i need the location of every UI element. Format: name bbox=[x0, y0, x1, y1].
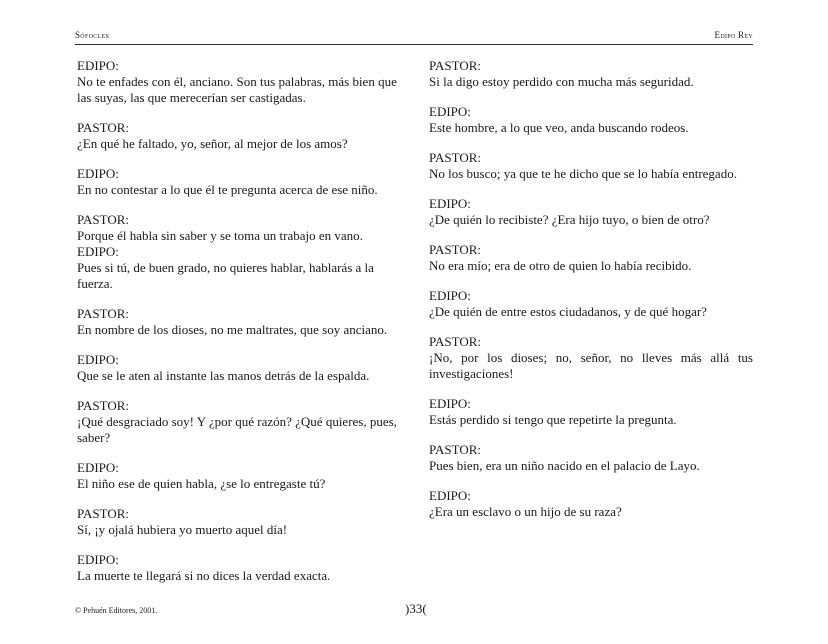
speaker-name: PASTOR: bbox=[429, 58, 482, 73]
header-author: Sófocles bbox=[75, 30, 110, 40]
speaker-name: EDIPO: bbox=[77, 166, 119, 181]
speech-text: Pues si tú, de buen grado, no quieres hablar, hablarás a la fuerza. bbox=[77, 260, 374, 291]
speaker-name: EDIPO: bbox=[77, 460, 119, 475]
speech-text: Pues bien, era un niño nacido en el palacio de Layo. bbox=[429, 458, 700, 473]
dialogue-entry bbox=[77, 552, 401, 584]
dialogue-entry bbox=[77, 244, 401, 292]
header-title: Edipo Rey bbox=[714, 30, 753, 40]
speech-text: El niño ese de quien habla, ¿se lo entregaste tú? bbox=[77, 476, 326, 491]
speech-text: ¡Qué desgraciado soy! Y ¿por qué razón? ¿Qué quieres, pues, saber? bbox=[77, 414, 397, 445]
dialogue-entry bbox=[77, 460, 401, 492]
dialogue-entry bbox=[77, 506, 401, 538]
speaker-name: PASTOR: bbox=[77, 212, 130, 227]
dialogue-entry bbox=[429, 104, 753, 136]
speaker-name: PASTOR: bbox=[77, 120, 130, 135]
dialogue-entry bbox=[429, 150, 753, 182]
speaker-name: PASTOR: bbox=[429, 442, 482, 457]
speaker-name: EDIPO: bbox=[77, 244, 119, 259]
dialogue-entry bbox=[429, 334, 753, 382]
speaker-name: EDIPO: bbox=[429, 488, 471, 503]
speech-text: Si la digo estoy perdido con mucha más seguridad. bbox=[429, 74, 694, 89]
speaker-name: PASTOR: bbox=[77, 506, 130, 521]
speaker-name: PASTOR: bbox=[429, 150, 482, 165]
speech-text: ¿Era un esclavo o un hijo de su raza? bbox=[429, 504, 622, 519]
dialogue-entry bbox=[429, 488, 753, 520]
dialogue-entry bbox=[77, 212, 401, 244]
speaker-name: EDIPO: bbox=[77, 352, 119, 367]
dialogue-entry bbox=[429, 396, 753, 428]
speaker-name: PASTOR: bbox=[429, 242, 482, 257]
dialogue-entry bbox=[77, 120, 401, 152]
speaker-name: PASTOR: bbox=[429, 334, 482, 349]
right-column bbox=[429, 58, 753, 534]
speaker-name: EDIPO: bbox=[77, 58, 119, 73]
speaker-name: EDIPO: bbox=[429, 196, 471, 211]
speech-text: En nombre de los dioses, no me maltrates, que soy anciano. bbox=[77, 322, 388, 337]
dialogue-entry bbox=[77, 306, 401, 338]
speech-text: En no contestar a lo que él te pregunta acerca de ese niño. bbox=[77, 182, 378, 197]
speech-text: Que se le aten al instante las manos detrás de la espalda. bbox=[77, 368, 370, 383]
dialogue-entry bbox=[77, 58, 401, 106]
left-column bbox=[77, 58, 401, 598]
speech-text: Porque él habla sin saber y se toma un trabajo en vano. bbox=[77, 228, 363, 243]
speech-text: ¿De quién de entre estos ciudadanos, y de qué hogar? bbox=[429, 304, 707, 319]
dialogue-entry bbox=[77, 352, 401, 384]
dialogue-entry bbox=[429, 442, 753, 474]
dialogue-entry bbox=[77, 398, 401, 446]
speaker-name: EDIPO: bbox=[429, 396, 471, 411]
speech-text: No te enfades con él, anciano. Son tus palabras, más bien que las suyas, las que merecerían ser castigadas. bbox=[77, 74, 397, 105]
speech-text: Sí, ¡y ojalá hubiera yo muerto aquel día! bbox=[77, 522, 288, 537]
page-number: )33( bbox=[405, 601, 427, 616]
speech-text: ¿De quién lo recibiste? ¿Era hijo tuyo, o bien de otro? bbox=[429, 212, 710, 227]
speaker-name: EDIPO: bbox=[429, 288, 471, 303]
speech-text: No era mío; era de otro de quien lo había recibido. bbox=[429, 258, 692, 273]
speech-text: ¿En qué he faltado, yo, señor, al mejor de los amos? bbox=[77, 136, 348, 151]
dialogue-entry bbox=[77, 166, 401, 198]
dialogue-entry bbox=[429, 242, 753, 274]
speech-text: ¡No, por los dioses; no, señor, no lleves más allá tus investigaciones! bbox=[429, 350, 753, 381]
dialogue-entry bbox=[429, 58, 753, 90]
copyright-notice: © Pehuén Editores, 2001. bbox=[75, 606, 158, 615]
speech-text: Estás perdido si tengo que repetirte la pregunta. bbox=[429, 412, 677, 427]
dialogue-entry bbox=[429, 196, 753, 228]
speech-text: La muerte te llegará si no dices la verdad exacta. bbox=[77, 568, 331, 583]
speech-text: Este hombre, a lo que veo, anda buscando rodeos. bbox=[429, 120, 689, 135]
dialogue-entry bbox=[429, 288, 753, 320]
speaker-name: EDIPO: bbox=[77, 552, 119, 567]
page-header bbox=[75, 30, 753, 45]
speech-text: No los busco; ya que te he dicho que se lo había entregado. bbox=[429, 166, 737, 181]
speaker-name: EDIPO: bbox=[429, 104, 471, 119]
speaker-name: PASTOR: bbox=[77, 306, 130, 321]
speaker-name: PASTOR: bbox=[77, 398, 130, 413]
